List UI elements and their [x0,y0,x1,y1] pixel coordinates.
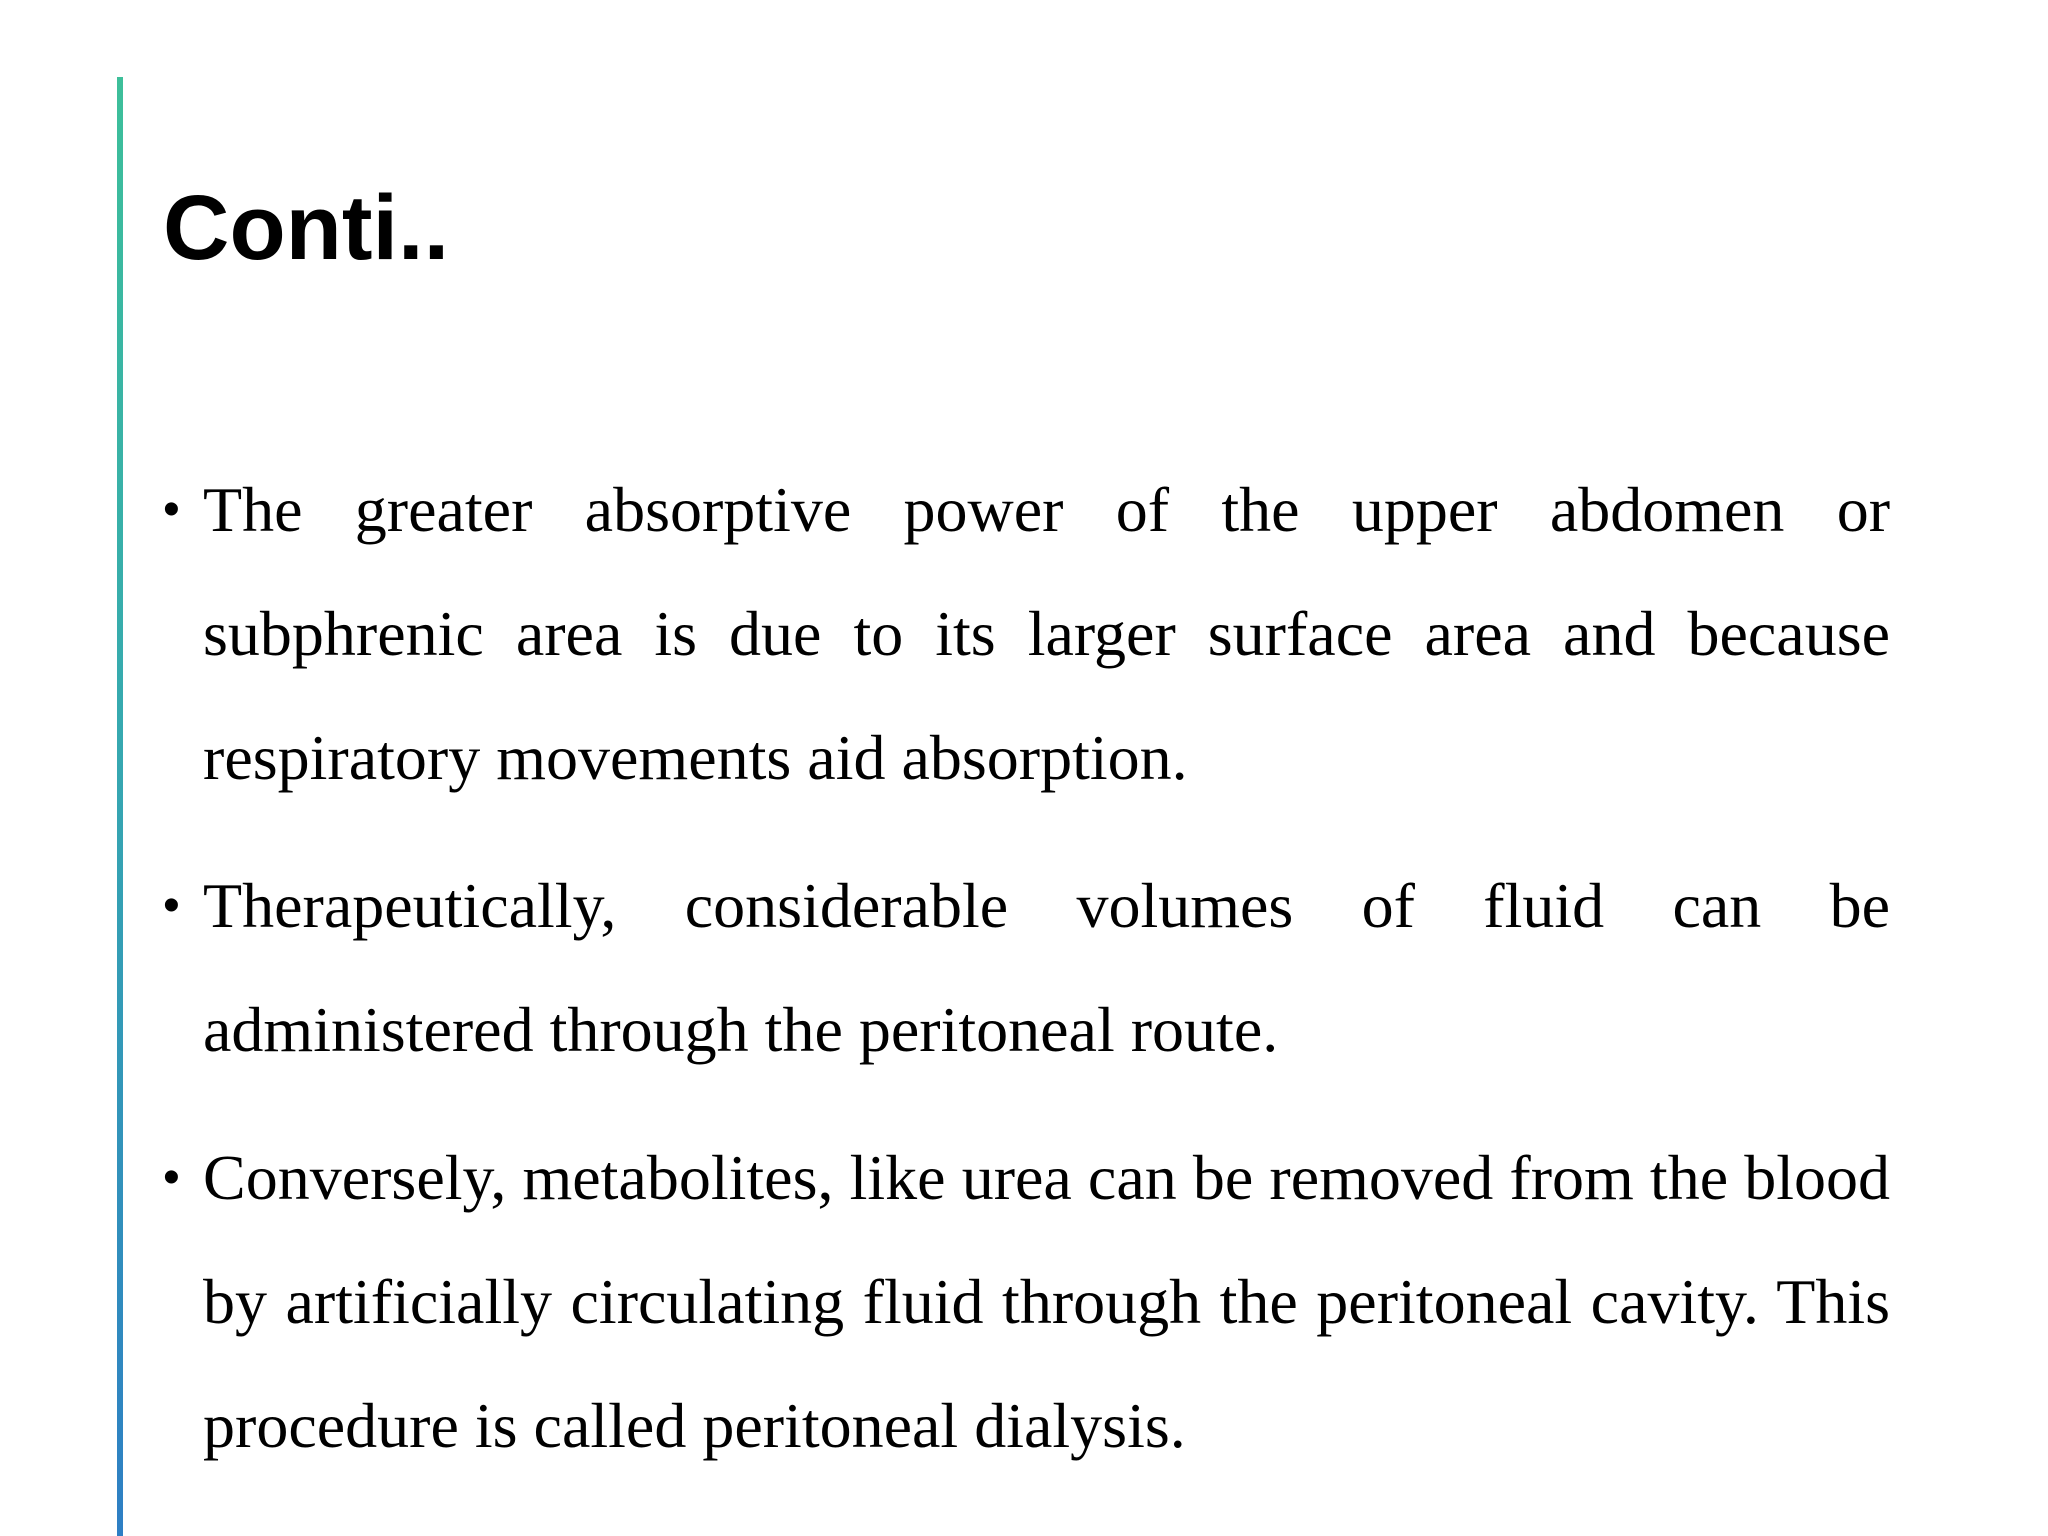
bullet-text: Therapeutically, considerable volumes of fluid can be administered through the peritoneal route. [203,870,1890,1065]
bullet-list [163,448,1890,1512]
bullet-marker: • [163,483,180,536]
bullet-marker: • [163,879,180,932]
bullet-item [163,844,1890,1092]
bullet-text: The greater absorptive power of the upper abdomen or subphrenic area is due to its larger surface area and because respiratory movements aid absorption. [203,474,1890,793]
bullet-item [163,1116,1890,1488]
bullet-text: Conversely, metabolites, like urea can be removed from the blood by artificially circulating fluid through the peritoneal cavity. This procedure is called peritoneal dialysis. [203,1142,1890,1461]
bullet-marker: • [163,1151,180,1204]
accent-bar [117,77,123,1536]
slide-title: Conti.. [163,177,450,279]
bullet-item [163,448,1890,820]
